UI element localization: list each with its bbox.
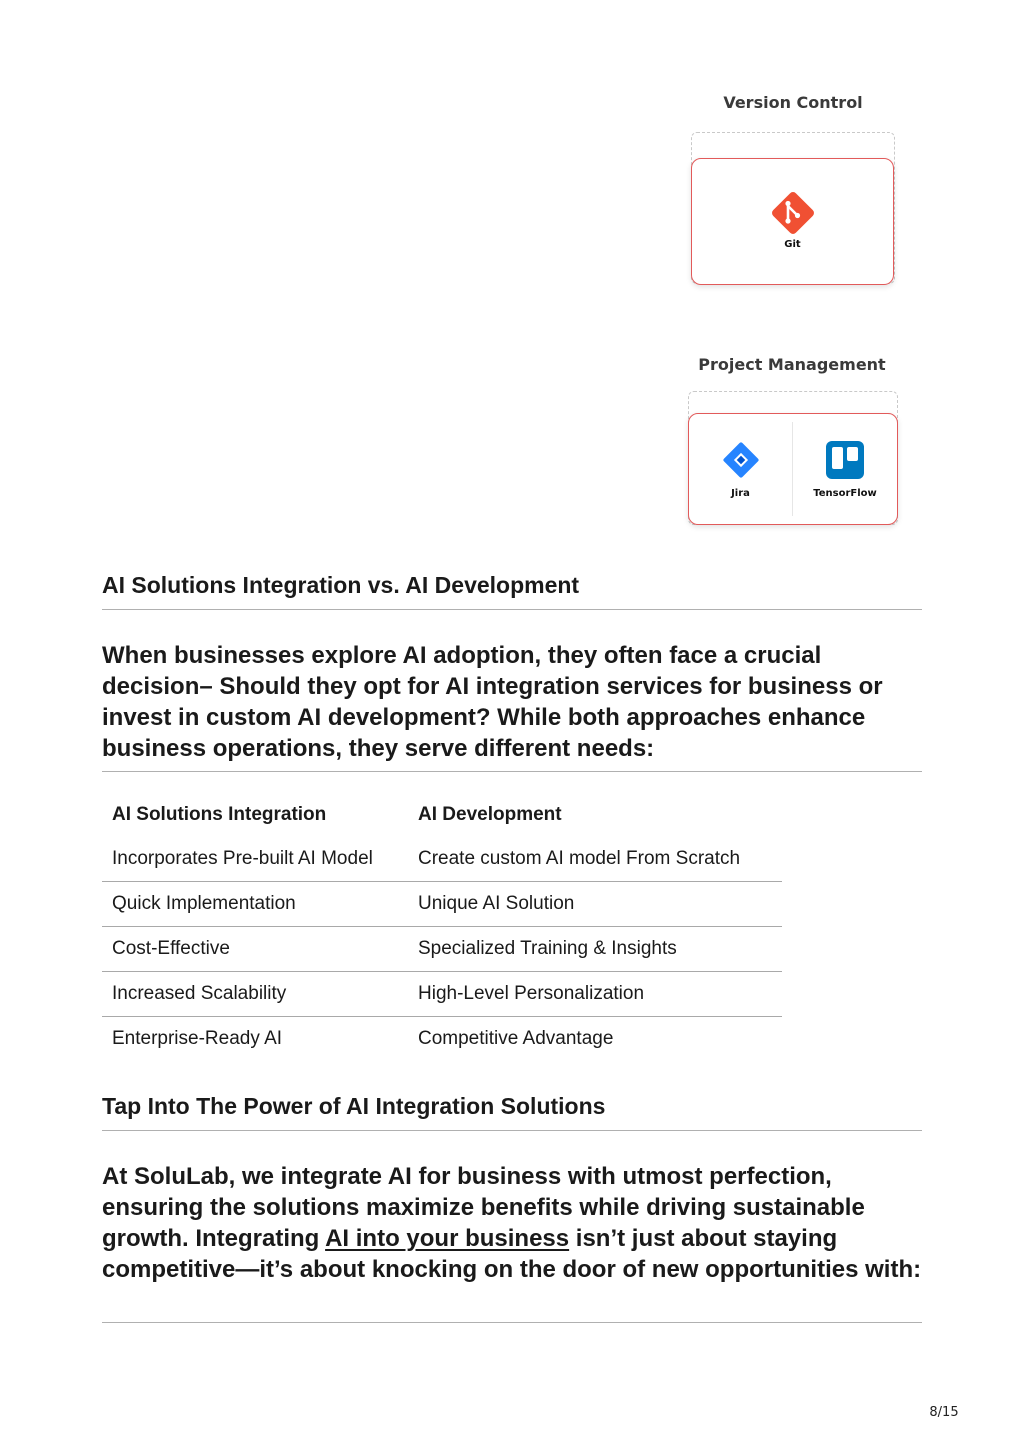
table-header-cell: AI Solutions Integration (112, 804, 327, 825)
table-row (102, 1017, 782, 1062)
table-cell: Cost-Effective (102, 927, 408, 972)
tool-git (692, 189, 893, 250)
section-lead-paragraph (102, 1161, 932, 1285)
table-cell: Unique AI Solution (408, 882, 782, 927)
tool-label-git: Git (784, 239, 801, 250)
table-cell: Competitive Advantage (408, 1017, 782, 1062)
table-row (102, 882, 782, 927)
table-header-cell: AI Development (418, 804, 562, 825)
git-icon (769, 189, 817, 237)
project-management-title: Project Management (698, 355, 886, 374)
lead-text: isn’t just about staying competitive—it’s about knocking on the door of new opportunities with: (102, 1225, 922, 1283)
section-heading-tap-into-power: Tap Into The Power of AI Integration Solutions (102, 1093, 606, 1119)
tool-label-trello: TensorFlow (813, 488, 877, 499)
section-heading-integration-vs-development: AI Solutions Integration vs. AI Development (102, 572, 580, 598)
table-cell: Increased Scalability (102, 972, 408, 1017)
table-row (102, 837, 782, 882)
table-header-row (102, 793, 782, 837)
comparison-table (102, 793, 782, 1061)
tool-trello (793, 440, 897, 499)
jira-icon (721, 440, 761, 480)
heading-rule (102, 1130, 922, 1131)
table-cell: Specialized Training & Insights (408, 927, 782, 972)
lead-text: At SoluLab, we integrate AI for business with utmost perfection, ensuring the solutions maximize benefits while driving sustainable growth. Integrating (102, 1163, 865, 1252)
table-cell: High-Level Personalization (408, 972, 782, 1017)
table-cell: Create custom AI model From Scratch (418, 848, 741, 869)
trello-board-icon (825, 440, 865, 480)
table-row (102, 972, 782, 1017)
project-management-card (688, 413, 898, 525)
lead-rule (102, 1322, 922, 1323)
ai-into-your-business-link[interactable]: AI into your business (325, 1225, 570, 1252)
table-cell: Incorporates Pre-built AI Model (112, 848, 373, 869)
tool-jira (689, 440, 792, 499)
tool-label-jira: Jira (731, 488, 750, 499)
page-number: 8/15 (929, 1405, 959, 1420)
version-control-card (691, 158, 894, 285)
table-cell: Enterprise-Ready AI (102, 1017, 408, 1062)
table-row (102, 927, 782, 972)
lead-rule (102, 771, 922, 772)
section-lead-paragraph: When businesses explore AI adoption, they often face a crucial decision– Should they opt for AI integration services for business or invest in custom AI development? While both approaches enhance business operations, they serve different needs: (102, 642, 883, 762)
table-cell: Quick Implementation (102, 882, 408, 927)
heading-rule (102, 609, 922, 610)
version-control-title: Version Control (723, 93, 863, 112)
